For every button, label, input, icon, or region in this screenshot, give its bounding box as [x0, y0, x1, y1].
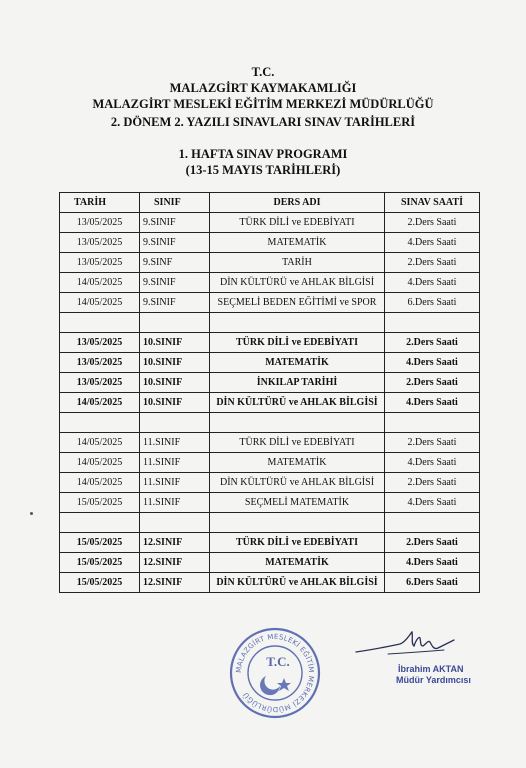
- signatory-block: [398, 664, 488, 686]
- cell-time: 4.Ders Saati: [385, 553, 480, 573]
- cell-time: 2.Ders Saati: [385, 333, 480, 353]
- table-row: [60, 573, 480, 593]
- cell-time: 2.Ders Saati: [385, 213, 480, 233]
- table-row: [60, 293, 480, 313]
- cell-date: 15/05/2025: [60, 573, 140, 593]
- cell-date: 15/05/2025: [60, 533, 140, 553]
- column-header-date: TARİH: [60, 193, 140, 213]
- header-line-1: T.C.: [251, 65, 275, 79]
- cell-date: 13/05/2025: [60, 213, 140, 233]
- exam-schedule-table: [59, 192, 480, 593]
- table-row: [60, 353, 480, 373]
- cell-course: TÜRK DİLİ ve EDEBİYATI: [210, 213, 385, 233]
- cell-grade: 11.SINIF: [140, 453, 210, 473]
- cell-time: 4.Ders Saati: [385, 393, 480, 413]
- column-header-grade: SINIF: [140, 193, 210, 213]
- seal-center-text: T.C.: [266, 654, 290, 669]
- cell-grade: 11.SINIF: [140, 473, 210, 493]
- cell-grade: 10.SINIF: [140, 353, 210, 373]
- cell-grade: 11.SINIF: [140, 433, 210, 453]
- svg-text:MALAZGİRT MESLEKİ EĞİTİM MERKE: [235, 633, 315, 714]
- table-row: [60, 233, 480, 253]
- cell-course: MATEMATİK: [210, 353, 385, 373]
- spacer-row: [60, 513, 480, 533]
- cell-course: DİN KÜLTÜRÜ ve AHLAK BİLGİSİ: [210, 573, 385, 593]
- cell-time: 4.Ders Saati: [385, 453, 480, 473]
- cell-grade: 12.SINIF: [140, 533, 210, 553]
- cell-course: TARİH: [210, 253, 385, 273]
- column-header-time: SINAV SAATİ: [385, 193, 480, 213]
- cell-date: 13/05/2025: [60, 233, 140, 253]
- cell-grade: 10.SINIF: [140, 373, 210, 393]
- cell-grade: 9.SINIF: [140, 273, 210, 293]
- cell-course: İNKILAP TARİHİ: [210, 373, 385, 393]
- cell-date: 13/05/2025: [60, 333, 140, 353]
- cell-grade: 9.SINIF: [140, 293, 210, 313]
- cell-time: 4.Ders Saati: [385, 273, 480, 293]
- cell-course: TÜRK DİLİ ve EDEBİYATI: [210, 333, 385, 353]
- cell-grade: 11.SINIF: [140, 493, 210, 513]
- header-line-2: MALAZGİRT KAYMAKAMLIĞI: [169, 81, 357, 95]
- handwritten-signature: [348, 628, 458, 662]
- cell-date: 13/05/2025: [60, 373, 140, 393]
- cell-date: 14/05/2025: [60, 473, 140, 493]
- cell-grade: 12.SINIF: [140, 553, 210, 573]
- scan-speck: [30, 512, 33, 515]
- cell-date: 15/05/2025: [60, 493, 140, 513]
- table-row: [60, 453, 480, 473]
- cell-time: 4.Ders Saati: [385, 353, 480, 373]
- subtitle-line-1: 1. HAFTA SINAV PROGRAMI: [178, 147, 348, 161]
- cell-grade: 9.SINIF: [140, 233, 210, 253]
- cell-course: MATEMATİK: [210, 453, 385, 473]
- table-row: [60, 333, 480, 353]
- cell-date: 15/05/2025: [60, 553, 140, 573]
- cell-course: TÜRK DİLİ ve EDEBİYATI: [210, 533, 385, 553]
- table-row: [60, 493, 480, 513]
- cell-course: TÜRK DİLİ ve EDEBİYATI: [210, 433, 385, 453]
- cell-time: 2.Ders Saati: [385, 473, 480, 493]
- cell-date: 13/05/2025: [60, 253, 140, 273]
- table-row: [60, 373, 480, 393]
- cell-date: 14/05/2025: [60, 453, 140, 473]
- cell-grade: 9.SINF: [140, 253, 210, 273]
- cell-grade: 9.SINIF: [140, 213, 210, 233]
- column-header-course: DERS ADI: [210, 193, 385, 213]
- cell-date: 13/05/2025: [60, 353, 140, 373]
- official-seal-stamp: [228, 626, 322, 720]
- table-row: [60, 393, 480, 413]
- cell-time: 2.Ders Saati: [385, 373, 480, 393]
- cell-date: 14/05/2025: [60, 393, 140, 413]
- spacer-row: [60, 413, 480, 433]
- header-line-3: MALAZGİRT MESLEKİ EĞİTİM MERKEZİ MÜDÜRLÜĞÜ: [92, 97, 434, 111]
- subtitle-line-2: (13-15 MAYIS TARİHLERİ): [185, 163, 341, 177]
- cell-grade: 10.SINIF: [140, 333, 210, 353]
- cell-time: 2.Ders Saati: [385, 433, 480, 453]
- cell-course: DİN KÜLTÜRÜ ve AHLAK BİLGİSİ: [210, 473, 385, 493]
- cell-course: MATEMATİK: [210, 233, 385, 253]
- cell-time: 4.Ders Saati: [385, 493, 480, 513]
- cell-grade: 12.SINIF: [140, 573, 210, 593]
- cell-time: 6.Ders Saati: [385, 573, 480, 593]
- cell-grade: 10.SINIF: [140, 393, 210, 413]
- table-row: [60, 433, 480, 453]
- cell-course: DİN KÜLTÜRÜ ve AHLAK BİLGİSİ: [210, 273, 385, 293]
- cell-course: SEÇMELİ BEDEN EĞİTİMİ ve SPOR: [210, 293, 385, 313]
- header-line-4: 2. DÖNEM 2. YAZILI SINAVLARI SINAV TARİHLERİ: [110, 115, 416, 129]
- cell-time: 6.Ders Saati: [385, 293, 480, 313]
- table-row: [60, 253, 480, 273]
- cell-date: 14/05/2025: [60, 433, 140, 453]
- table-row: [60, 213, 480, 233]
- table-header-row: [60, 193, 480, 213]
- signatory-name: İbrahim AKTAN: [398, 664, 464, 674]
- table-row: [60, 553, 480, 573]
- cell-date: 14/05/2025: [60, 273, 140, 293]
- seal-ring-text: MALAZGİRT MESLEKİ EĞİTİM MERKEZİ MÜDÜRLÜĞÜ: [234, 632, 316, 714]
- cell-date: 14/05/2025: [60, 293, 140, 313]
- cell-course: DİN KÜLTÜRÜ ve AHLAK BİLGİSİ: [210, 393, 385, 413]
- cell-course: SEÇMELİ MATEMATİK: [210, 493, 385, 513]
- signatory-title: Müdür Yardımcısı: [396, 675, 471, 685]
- table-row: [60, 473, 480, 493]
- table-row: [60, 273, 480, 293]
- cell-time: 2.Ders Saati: [385, 533, 480, 553]
- spacer-row: [60, 313, 480, 333]
- table-row: [60, 533, 480, 553]
- cell-time: 2.Ders Saati: [385, 253, 480, 273]
- cell-course: MATEMATİK: [210, 553, 385, 573]
- cell-time: 4.Ders Saati: [385, 233, 480, 253]
